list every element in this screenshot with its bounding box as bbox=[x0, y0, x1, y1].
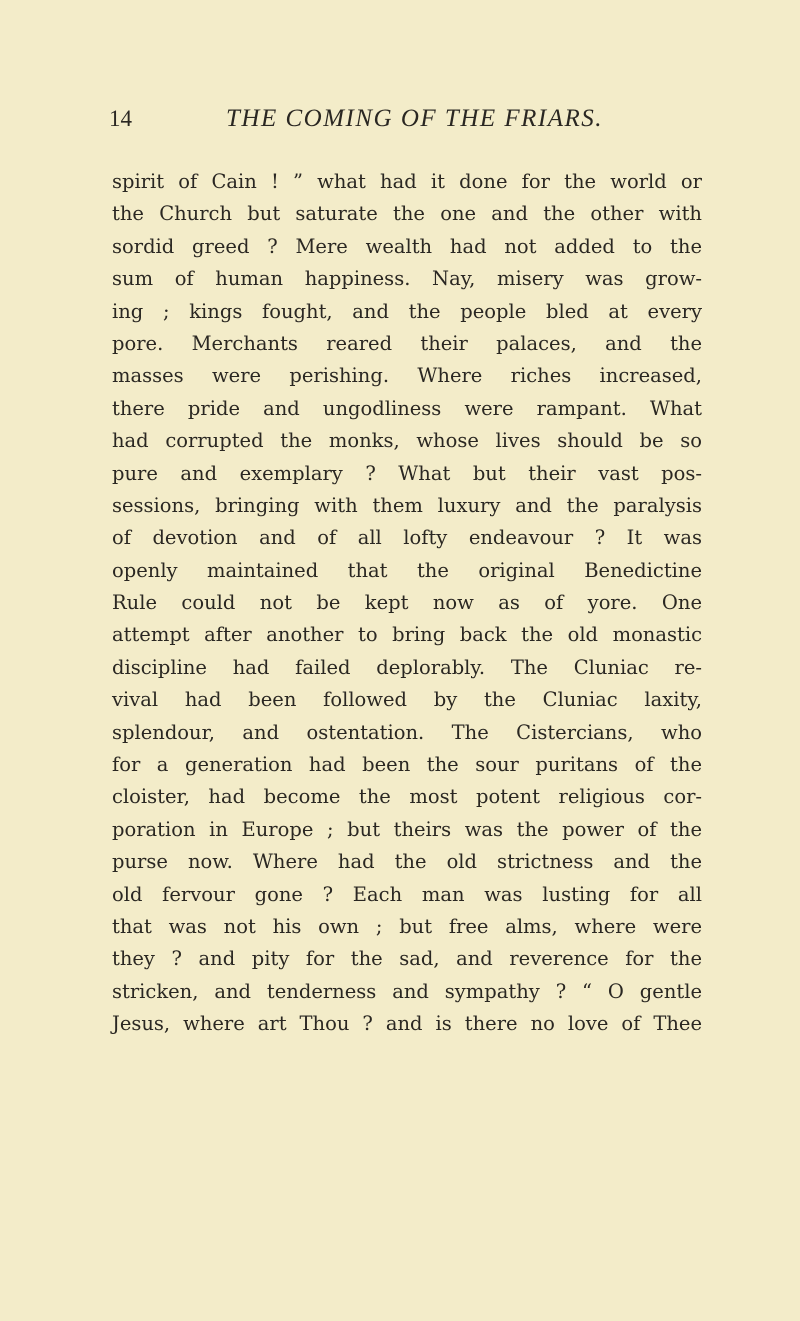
page-number: 14 bbox=[109, 106, 132, 131]
text-line: of devotion and of all lofty endeavour ? It was bbox=[112, 526, 702, 550]
text-line: cloister, had become the most potent religious cor- bbox=[112, 785, 702, 809]
text-line: for a generation had been the sour puritans of the bbox=[112, 753, 702, 777]
text-line: stricken, and tenderness and sympathy ? “ O gentle bbox=[112, 979, 702, 1003]
text-line: sessions, bringing with them luxury and the paralysis bbox=[112, 493, 702, 517]
text-line: splendour, and ostentation. The Cistercians, who bbox=[112, 720, 702, 744]
running-title: THE COMING OF THE FRIARS. bbox=[226, 105, 604, 132]
body-text bbox=[112, 166, 702, 1041]
text-line: ing ; kings fought, and the people bled at every bbox=[112, 299, 702, 323]
text-line: had corrupted the monks, whose lives should be so bbox=[112, 429, 702, 453]
text-line: old fervour gone ? Each man was lusting for all bbox=[112, 882, 702, 906]
text-line: sordid greed ? Mere wealth had not added to the bbox=[112, 234, 702, 258]
text-line: spirit of Cain ! ” what had it done for the world or bbox=[112, 170, 702, 193]
text-line: attempt after another to bring back the old monastic bbox=[112, 623, 702, 647]
text-line: that was not his own ; but free alms, where were bbox=[112, 914, 702, 938]
text-line: Rule could not be kept now as of yore. One bbox=[112, 591, 702, 615]
page-header bbox=[0, 104, 800, 134]
text-line: they ? and pity for the sad, and reverence for the bbox=[112, 947, 702, 971]
text-line: the Church but saturate the one and the other with bbox=[112, 202, 702, 226]
text-line: Jesus, where art Thou ? and is there no love of Thee bbox=[112, 1012, 702, 1036]
text-line: vival had been followed by the Cluniac laxity, bbox=[112, 688, 702, 712]
text-line: sum of human happiness. Nay, misery was grow- bbox=[112, 267, 702, 291]
text-line: purse now. Where had the old strictness and the bbox=[112, 850, 702, 874]
text-line: poration in Europe ; but theirs was the power of the bbox=[112, 817, 702, 841]
text-line: pore. Merchants reared their palaces, and the bbox=[112, 331, 702, 355]
text-line: discipline had failed deplorably. The Cluniac re- bbox=[112, 655, 702, 679]
text-line: pure and exemplary ? What but their vast pos- bbox=[112, 461, 702, 485]
text-line: openly maintained that the original Benedictine bbox=[112, 558, 702, 582]
text-line: masses were perishing. Where riches increased, bbox=[112, 364, 702, 388]
text-line: there pride and ungodliness were rampant. What bbox=[112, 396, 702, 420]
